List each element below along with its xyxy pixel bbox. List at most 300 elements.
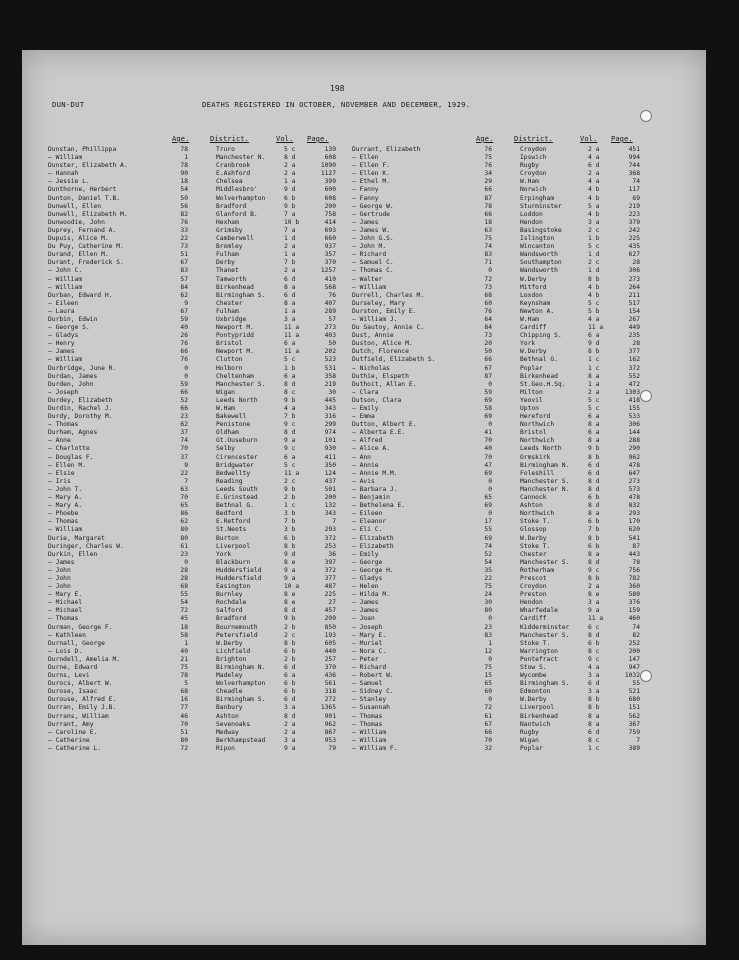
entry-district: W.Derby bbox=[520, 275, 547, 283]
entry-name: — Helen bbox=[352, 583, 379, 591]
entry-page: 937 bbox=[324, 243, 336, 251]
entry-vol: 6 a bbox=[284, 340, 296, 348]
entry-age: 74 bbox=[484, 542, 492, 550]
entry-district: Ripon bbox=[216, 744, 235, 752]
entry-page: 151 bbox=[628, 704, 640, 712]
entry-page: 457 bbox=[324, 607, 336, 615]
entry-name: — Alfred bbox=[352, 437, 383, 445]
entry-page: 193 bbox=[324, 631, 336, 639]
register-entry bbox=[352, 599, 666, 607]
entry-district: Edmonton bbox=[520, 688, 551, 696]
register-entry bbox=[48, 203, 362, 211]
entry-district: Camberwell bbox=[216, 235, 254, 243]
entry-vol: 6 b bbox=[284, 647, 296, 655]
entry-name: — John G.S. bbox=[352, 235, 394, 243]
entry-district: Hendon bbox=[520, 218, 543, 226]
entry-district: Northwich bbox=[520, 437, 555, 445]
register-entry bbox=[352, 397, 666, 405]
register-entry bbox=[48, 162, 362, 170]
entry-page: 568 bbox=[324, 283, 336, 291]
entry-page: 580 bbox=[628, 591, 640, 599]
entry-vol: 2 a bbox=[284, 728, 296, 736]
entry-name: — Elsie bbox=[48, 469, 75, 477]
entry-vol: 8 b bbox=[284, 639, 296, 647]
entry-name: Durdin, Rachel J. bbox=[48, 405, 113, 412]
entry-vol: 6 b bbox=[284, 680, 296, 688]
entry-district: Basingstoke bbox=[520, 226, 562, 234]
register-entry bbox=[352, 664, 666, 672]
entry-page: 1032 bbox=[624, 672, 640, 680]
entry-name: — John T. bbox=[48, 485, 83, 493]
entry-page: 620 bbox=[628, 526, 640, 534]
entry-district: Wincanton bbox=[520, 243, 555, 251]
entry-vol: 1 c bbox=[588, 744, 600, 752]
register-entry bbox=[48, 445, 362, 453]
entry-vol: 2 c bbox=[284, 477, 296, 485]
entry-vol: 8 d bbox=[284, 380, 296, 388]
register-entry bbox=[48, 664, 362, 672]
register-entry bbox=[352, 170, 666, 178]
register-entry bbox=[352, 478, 666, 486]
register-entry bbox=[352, 227, 666, 235]
entry-vol: 1 d bbox=[284, 235, 296, 243]
register-entry bbox=[352, 688, 666, 696]
entry-name: — James bbox=[352, 607, 379, 615]
entry-district: Ormskirk bbox=[520, 453, 551, 461]
entry-district: York bbox=[520, 340, 536, 348]
register-entry bbox=[352, 510, 666, 518]
entry-name: — Eileen bbox=[352, 510, 383, 518]
entry-age: 66 bbox=[484, 186, 492, 194]
entry-page: 144 bbox=[628, 429, 640, 437]
entry-vol: 8 d bbox=[284, 154, 296, 162]
register-entry bbox=[48, 583, 362, 591]
register-entry bbox=[352, 729, 666, 737]
entry-name: — Eleanor bbox=[352, 518, 387, 526]
entry-vol: 6 a bbox=[588, 429, 600, 437]
register-entry bbox=[48, 413, 362, 421]
register-entry bbox=[352, 680, 666, 688]
entry-name: Durand, Ellen M. bbox=[48, 251, 109, 259]
register-entry bbox=[48, 276, 362, 284]
entry-page: 759 bbox=[628, 728, 640, 736]
entry-district: Newport M. bbox=[216, 324, 254, 332]
entry-vol: 5 b bbox=[588, 307, 600, 315]
register-entry bbox=[48, 737, 362, 745]
entry-name: — Gertrude bbox=[352, 210, 390, 218]
entry-age: 76 bbox=[180, 356, 188, 364]
register-entry bbox=[352, 154, 666, 162]
register-entry bbox=[48, 486, 362, 494]
entry-vol: 3 a bbox=[588, 672, 600, 680]
entry-district: Bournemouth bbox=[216, 623, 258, 631]
entry-age: 12 bbox=[484, 647, 492, 655]
entry-page: 435 bbox=[628, 243, 640, 251]
register-entry bbox=[48, 494, 362, 502]
entry-page: 242 bbox=[628, 226, 640, 234]
entry-name: Dunstan, Phillippa bbox=[48, 146, 117, 153]
entry-age: 76 bbox=[484, 307, 492, 315]
entry-name: — Bethelena E. bbox=[352, 502, 406, 510]
entry-page: 257 bbox=[324, 655, 336, 663]
entry-district: Rugby bbox=[520, 162, 539, 170]
register-entry bbox=[352, 470, 666, 478]
entry-vol: 1 b bbox=[588, 235, 600, 243]
entry-district: Prescot bbox=[520, 574, 547, 582]
entry-page: 264 bbox=[628, 283, 640, 291]
entry-age: 33 bbox=[180, 226, 188, 234]
register-entry bbox=[48, 640, 362, 648]
entry-age: 51 bbox=[180, 728, 188, 736]
entry-name: Durston, Emily E. bbox=[352, 307, 417, 315]
entry-name: — Charlotte bbox=[48, 445, 90, 453]
entry-age: 76 bbox=[484, 162, 492, 170]
register-entry bbox=[48, 510, 362, 518]
entry-age: 74 bbox=[484, 243, 492, 251]
entry-district: Sturminster bbox=[520, 202, 562, 210]
entry-age: 52 bbox=[484, 550, 492, 558]
entry-page: 343 bbox=[324, 405, 336, 412]
entry-age: 87 bbox=[484, 372, 492, 380]
entry-age: 59 bbox=[484, 388, 492, 396]
entry-page: 379 bbox=[628, 218, 640, 226]
entry-page: 343 bbox=[324, 510, 336, 518]
entry-page: 608 bbox=[324, 154, 336, 162]
entry-page: 1127 bbox=[320, 170, 336, 178]
register-entry bbox=[352, 721, 666, 729]
entry-name: — Richard bbox=[352, 251, 387, 259]
entry-age: 28 bbox=[180, 566, 188, 574]
entry-name: — Caroline E. bbox=[48, 728, 98, 736]
entry-district: Chipping S. bbox=[520, 332, 562, 340]
entry-page: 87 bbox=[632, 542, 640, 550]
entry-name: — Thomas bbox=[48, 421, 79, 429]
entry-page: 962 bbox=[628, 453, 640, 461]
entry-age: 70 bbox=[484, 736, 492, 744]
entry-age: 75 bbox=[180, 664, 188, 671]
entry-district: Uxbridge bbox=[216, 315, 247, 323]
entry-district: Leeds North bbox=[520, 445, 562, 453]
entry-name: — William F. bbox=[352, 744, 398, 752]
entry-district: E.Retford bbox=[216, 518, 251, 526]
entry-page: 414 bbox=[324, 218, 336, 226]
entry-name: — Mary E. bbox=[352, 631, 387, 639]
entry-vol: 8 c bbox=[284, 388, 296, 396]
entry-vol: 11 a bbox=[284, 469, 300, 477]
entry-page: 202 bbox=[324, 348, 336, 356]
register-entry bbox=[48, 575, 362, 583]
entry-age: 66 bbox=[180, 405, 188, 412]
entry-vol: 6 b bbox=[588, 542, 600, 550]
entry-age: 66 bbox=[484, 728, 492, 736]
entry-district: Bromley bbox=[216, 243, 243, 251]
register-entry bbox=[352, 162, 666, 170]
entry-vol: 9 a bbox=[284, 744, 296, 752]
entry-page: 608 bbox=[324, 194, 336, 202]
entry-page: 211 bbox=[628, 291, 640, 299]
header-page: Page. bbox=[307, 134, 329, 143]
register-entry bbox=[48, 745, 362, 753]
entry-district: Southampton bbox=[520, 259, 562, 267]
entry-page: 357 bbox=[324, 251, 336, 259]
entry-district: Birmingham N. bbox=[216, 664, 266, 671]
entry-name: Duringer, Charles W. bbox=[48, 542, 124, 550]
entry-vol: 6 d bbox=[284, 664, 296, 671]
entry-page: 316 bbox=[324, 413, 336, 421]
entry-district: Bristol bbox=[520, 429, 547, 437]
entry-age: 23 bbox=[180, 413, 188, 421]
entry-page: 460 bbox=[628, 615, 640, 623]
entry-list bbox=[352, 146, 666, 753]
entry-name: Durant, Frederick S. bbox=[48, 259, 124, 267]
entry-vol: 8 d bbox=[284, 607, 296, 615]
entry-district: Reading bbox=[216, 477, 243, 485]
entry-district: Newport M. bbox=[216, 348, 254, 356]
entry-page: 501 bbox=[324, 485, 336, 493]
entry-age: 74 bbox=[180, 437, 188, 445]
entry-age: 80 bbox=[180, 526, 188, 534]
register-entry bbox=[352, 308, 666, 316]
entry-age: 47 bbox=[484, 461, 492, 469]
entry-name: Dust, Annie bbox=[352, 332, 394, 340]
entry-vol: 4 a bbox=[588, 315, 600, 323]
entry-page: 627 bbox=[628, 251, 640, 259]
entry-vol: 8 a bbox=[588, 720, 600, 728]
entry-name: Dunster, Elizabeth A. bbox=[48, 162, 128, 170]
entry-district: Rochdale bbox=[216, 599, 247, 607]
entry-page: 451 bbox=[628, 146, 640, 153]
entry-page: 962 bbox=[324, 720, 336, 728]
column-header bbox=[48, 134, 362, 146]
entry-district: W.Ham bbox=[520, 315, 539, 323]
entry-district: Huddersfield bbox=[216, 574, 262, 582]
entry-age: 37 bbox=[180, 453, 188, 461]
entry-vol: 1 c bbox=[284, 502, 296, 510]
register-entry bbox=[352, 583, 666, 591]
register-entry bbox=[352, 413, 666, 421]
entry-age: 50 bbox=[180, 194, 188, 202]
entry-district: Newton A. bbox=[520, 307, 555, 315]
entry-vol: 6 b bbox=[284, 194, 296, 202]
header-age: Age. bbox=[172, 134, 190, 143]
entry-page: 552 bbox=[628, 372, 640, 380]
entry-age: 76 bbox=[180, 218, 188, 226]
header-district: District. bbox=[210, 134, 249, 143]
right-column bbox=[352, 134, 666, 753]
entry-name: — Samuel C. bbox=[352, 259, 394, 267]
register-entry bbox=[352, 365, 666, 373]
entry-age: 73 bbox=[180, 243, 188, 251]
register-entry bbox=[48, 729, 362, 737]
entry-age: 69 bbox=[484, 502, 492, 510]
register-entry bbox=[352, 381, 666, 389]
entry-name: — Joan bbox=[352, 615, 375, 623]
register-entry bbox=[352, 340, 666, 348]
entry-district: Cheadle bbox=[216, 688, 243, 696]
register-entry bbox=[352, 324, 666, 332]
register-entry bbox=[352, 186, 666, 194]
entry-name: — Gladys bbox=[352, 574, 383, 582]
entry-age: 28 bbox=[180, 574, 188, 582]
entry-page: 418 bbox=[628, 396, 640, 404]
entry-vol: 8 d bbox=[588, 485, 600, 493]
entry-vol: 8 b bbox=[588, 275, 600, 283]
entry-name: Dunwoodie, John bbox=[48, 218, 105, 226]
entry-age: 0 bbox=[184, 364, 188, 372]
entry-vol: 3 a bbox=[284, 736, 296, 744]
entry-name: — George H. bbox=[352, 566, 394, 574]
entry-vol: 6 d bbox=[588, 728, 600, 736]
entry-age: 59 bbox=[180, 380, 188, 388]
entry-district: Northwich bbox=[520, 421, 555, 429]
entry-page: 7 bbox=[636, 736, 640, 744]
entry-district: Islington bbox=[520, 235, 555, 243]
entry-age: 87 bbox=[484, 194, 492, 202]
entry-vol: 9 c bbox=[588, 655, 600, 663]
entry-name: — Ethel M. bbox=[352, 178, 390, 186]
entry-name: — William bbox=[48, 356, 83, 364]
entry-age: 64 bbox=[484, 315, 492, 323]
entry-page: 36 bbox=[328, 550, 336, 558]
entry-vol: 2 a bbox=[284, 720, 296, 728]
register-entry bbox=[352, 454, 666, 462]
entry-vol: 2 b bbox=[284, 623, 296, 631]
entry-name: — Annie bbox=[352, 461, 379, 469]
entry-age: 69 bbox=[484, 413, 492, 421]
entry-name: Durrans, William bbox=[48, 712, 109, 720]
entry-page: 377 bbox=[324, 574, 336, 582]
entry-vol: 1 c bbox=[588, 364, 600, 372]
entry-page: 573 bbox=[628, 485, 640, 493]
register-entry bbox=[48, 713, 362, 721]
register-entry bbox=[48, 454, 362, 462]
entry-district: Wharfedale bbox=[520, 607, 558, 615]
entry-district: Wolverhampton bbox=[216, 194, 266, 202]
entry-age: 0 bbox=[488, 655, 492, 663]
entry-district: Ashton bbox=[216, 712, 239, 720]
entry-district: Glossop bbox=[520, 526, 547, 534]
entry-age: 0 bbox=[184, 558, 188, 566]
entry-vol: 6 d bbox=[284, 696, 296, 704]
register-entry bbox=[352, 518, 666, 526]
register-entry bbox=[48, 421, 362, 429]
entry-vol: 9 a bbox=[284, 566, 296, 574]
entry-vol: 9 a bbox=[284, 437, 296, 445]
entry-page: 50 bbox=[328, 340, 336, 348]
entry-page: 372 bbox=[628, 364, 640, 372]
left-column bbox=[48, 134, 362, 753]
entry-name: — George S. bbox=[48, 324, 90, 332]
entry-name: — Ellen bbox=[352, 154, 379, 162]
entry-district: Wigan bbox=[520, 736, 539, 744]
entry-district: Stoke T. bbox=[520, 542, 551, 550]
entry-page: 235 bbox=[628, 332, 640, 340]
entry-age: 75 bbox=[484, 235, 492, 243]
entry-vol: 1 d bbox=[588, 251, 600, 259]
entry-age: 7 bbox=[184, 477, 188, 485]
entry-vol: 3 a bbox=[588, 599, 600, 607]
entry-name: Durbridge, June R. bbox=[48, 364, 117, 372]
entry-district: Cannock bbox=[520, 494, 547, 502]
entry-age: 55 bbox=[484, 526, 492, 534]
entry-vol: 6 d bbox=[284, 275, 296, 283]
entry-page: 850 bbox=[324, 623, 336, 631]
entry-district: Birmingham S. bbox=[520, 680, 570, 688]
entry-vol: 1 d bbox=[588, 267, 600, 275]
entry-district: Clutton bbox=[216, 356, 243, 364]
entry-name: Durkin, Ellen bbox=[48, 550, 98, 558]
entry-age: 16 bbox=[180, 696, 188, 704]
entry-district: Fulham bbox=[216, 307, 239, 315]
entry-page: 370 bbox=[324, 259, 336, 267]
entry-vol: 1 a bbox=[588, 380, 600, 388]
entry-age: 51 bbox=[180, 251, 188, 259]
entry-district: Leeds North bbox=[216, 396, 258, 404]
register-entry bbox=[48, 470, 362, 478]
entry-page: 273 bbox=[628, 275, 640, 283]
entry-page: 293 bbox=[324, 526, 336, 534]
entry-district: Pontypridd bbox=[216, 332, 254, 340]
entry-vol: 3 b bbox=[284, 510, 296, 518]
entry-vol: 2 c bbox=[284, 631, 296, 639]
entry-age: 76 bbox=[484, 146, 492, 153]
entry-district: Cranbrook bbox=[216, 162, 251, 170]
entry-vol: 5 c bbox=[588, 405, 600, 412]
register-entry bbox=[352, 251, 666, 259]
entry-vol: 7 a bbox=[284, 210, 296, 218]
register-entry bbox=[48, 526, 362, 534]
register-entry bbox=[352, 292, 666, 300]
entry-age: 26 bbox=[180, 332, 188, 340]
entry-vol: 8 a bbox=[588, 550, 600, 558]
entry-name: — Alberta E.E. bbox=[352, 429, 406, 437]
register-entry bbox=[352, 607, 666, 615]
entry-name: Durham, Agnes bbox=[48, 429, 98, 437]
entry-district: Preston bbox=[520, 591, 547, 599]
entry-name: Du Puy, Catherine M. bbox=[48, 243, 124, 251]
entry-district: Blackburn bbox=[216, 558, 251, 566]
entry-district: Poplar bbox=[520, 744, 543, 752]
entry-district: Upton bbox=[520, 405, 539, 412]
entry-page: 561 bbox=[324, 680, 336, 688]
entry-page: 531 bbox=[324, 364, 336, 372]
entry-age: 23 bbox=[180, 550, 188, 558]
entry-name: — Mary A. bbox=[48, 502, 83, 510]
entry-name: — Fanny bbox=[352, 194, 379, 202]
entry-name: — Peter bbox=[352, 655, 379, 663]
register-entry bbox=[48, 211, 362, 219]
entry-vol: 6 a bbox=[588, 332, 600, 340]
entry-vol: 8 b bbox=[588, 453, 600, 461]
entry-name: Durbin, Edwin bbox=[48, 315, 98, 323]
register-entry bbox=[352, 696, 666, 704]
register-entry bbox=[352, 737, 666, 745]
entry-page: 744 bbox=[628, 162, 640, 170]
entry-age: 65 bbox=[484, 494, 492, 502]
entry-district: Mitford bbox=[520, 283, 547, 291]
entry-vol: 6 d bbox=[588, 461, 600, 469]
entry-age: 78 bbox=[484, 202, 492, 210]
entry-vol: 2 a bbox=[284, 267, 296, 275]
entry-page: 533 bbox=[628, 413, 640, 421]
entry-page: 101 bbox=[324, 437, 336, 445]
entry-age: 62 bbox=[180, 518, 188, 526]
entry-age: 70 bbox=[180, 445, 188, 453]
entry-age: 1 bbox=[184, 154, 188, 162]
entry-page: 953 bbox=[324, 736, 336, 744]
entry-age: 71 bbox=[484, 259, 492, 267]
entry-age: 32 bbox=[484, 744, 492, 752]
